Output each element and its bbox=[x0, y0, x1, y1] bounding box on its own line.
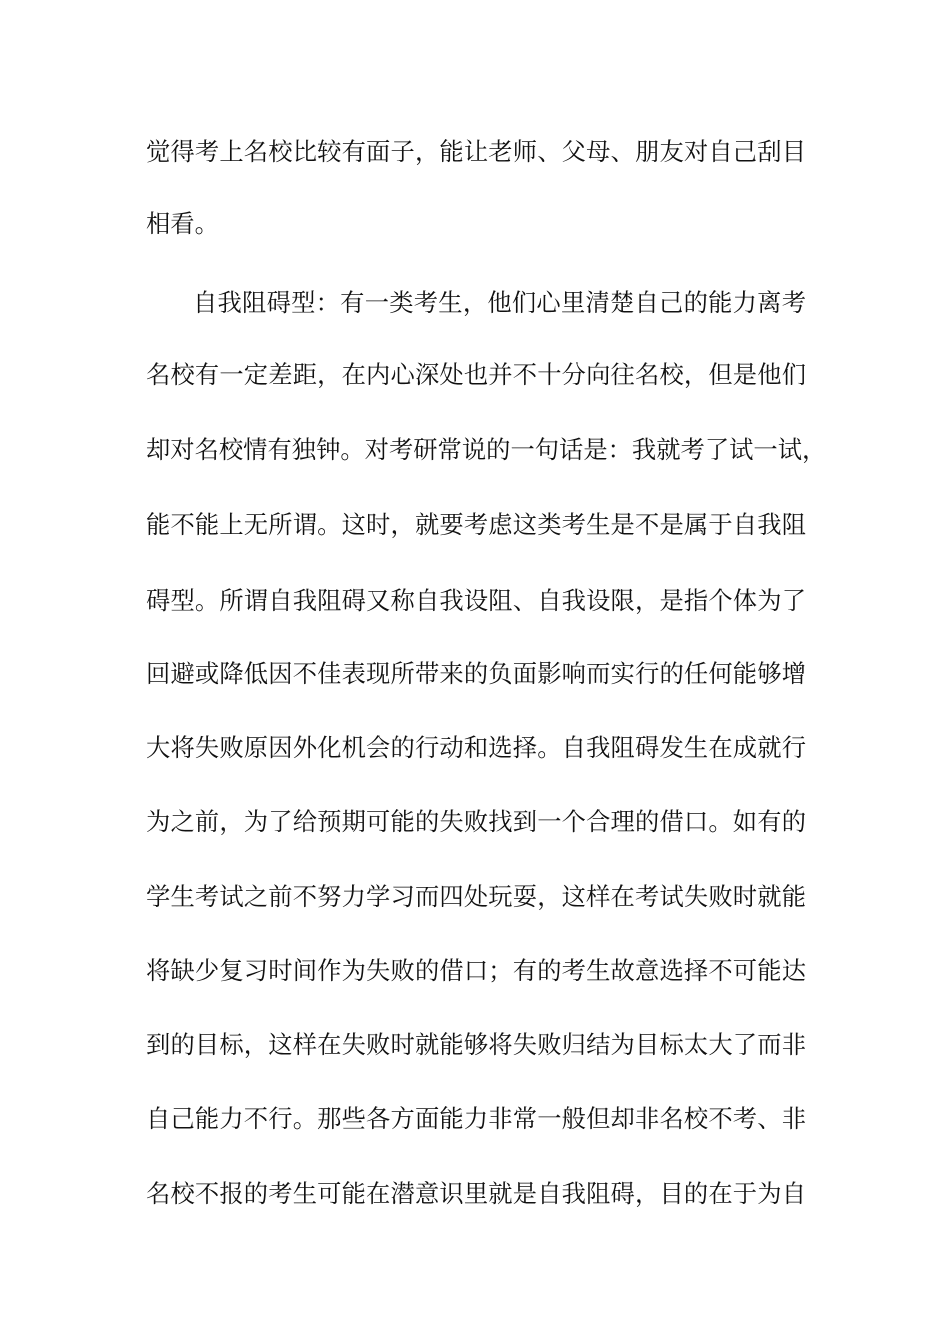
text-line: 却对名校情有独钟。对考研常说的一句话是：我就考了试一试， bbox=[146, 435, 827, 464]
text-line: 自己能力不行。那些各方面能力非常一般但却非名校不考、非 bbox=[146, 1104, 806, 1133]
text-line: 将缺少复习时间作为失败的借口；有的考生故意选择不可能达 bbox=[146, 956, 806, 985]
text-line: 学生考试之前不努力学习而四处玩耍，这样在考试失败时就能 bbox=[146, 882, 806, 911]
text-line: 相看。 bbox=[146, 209, 219, 238]
text-line: 回避或降低因不佳表现所带来的负面影响而实行的任何能够增 bbox=[146, 659, 806, 688]
text-line: 为之前，为了给预期可能的失败找到一个合理的借口。如有的 bbox=[146, 807, 806, 836]
text-line: 觉得考上名校比较有面子，能让老师、父母、朋友对自己刮目 bbox=[146, 137, 806, 166]
text-line: 到的目标，这样在失败时就能够将失败归结为目标太大了而非 bbox=[146, 1030, 806, 1059]
text-line: 名校有一定差距，在内心深处也并不十分向往名校，但是他们 bbox=[146, 360, 806, 389]
text-line: 碍型。所谓自我阻碍又称自我设阻、自我设限，是指个体为了 bbox=[146, 586, 806, 615]
text-line: 能不能上无所谓。这时，就要考虑这类考生是不是属于自我阻 bbox=[146, 510, 806, 539]
text-line: 名校不报的考生可能在潜意识里就是自我阻碍，目的在于为自 bbox=[146, 1179, 806, 1208]
text-line: 大将失败原因外化机会的行动和选择。自我阻碍发生在成就行 bbox=[146, 733, 806, 762]
text-line: 自我阻碍型：有一类考生，他们心里清楚自己的能力离考 bbox=[193, 288, 806, 317]
